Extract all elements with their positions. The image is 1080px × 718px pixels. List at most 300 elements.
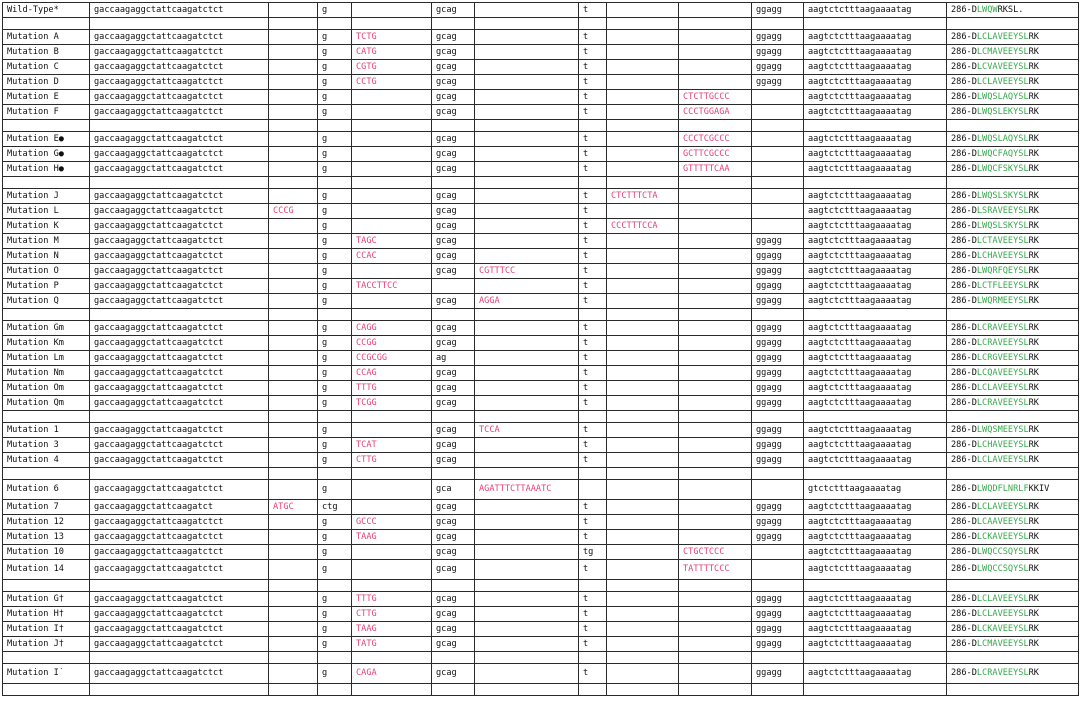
row-label: Mutation 3 (3, 438, 90, 453)
insert-1 (269, 279, 318, 294)
insert-5 (679, 480, 752, 500)
insert-5 (679, 336, 752, 351)
seq-ggagg (752, 480, 804, 500)
insert-3 (475, 336, 579, 351)
seq-gcag: gcag (432, 530, 475, 545)
insert-2: CATG (352, 45, 432, 60)
row-label: Mutation 12 (3, 515, 90, 530)
spacer-row (3, 468, 1079, 480)
row-label: Mutation K (3, 219, 90, 234)
protein-sequence (947, 664, 1079, 684)
spacer-cell (947, 652, 1079, 664)
spacer-cell (579, 580, 607, 592)
protein-prefix: 286-D (951, 484, 977, 495)
seq-ggagg: ggagg (752, 3, 804, 18)
seq-5prime: gaccaagaggctattcaagatctct (90, 249, 269, 264)
protein-mutated-region: LCRAVEEYSL (976, 337, 1029, 348)
protein-prefix: 286-D (951, 608, 977, 619)
insert-4: CTCTTTCTA (607, 189, 679, 204)
insert-3 (475, 530, 579, 545)
seq-ggagg: ggagg (752, 622, 804, 637)
spacer-cell (475, 309, 579, 321)
seq-5prime: gaccaagaggctattcaagatctct (90, 622, 269, 637)
insert-4 (607, 60, 679, 75)
seq-5prime: gaccaagaggctattcaagatctct (90, 105, 269, 120)
protein-mutated-region: LCTFLEEYSL (976, 280, 1029, 291)
row-label: Mutation I† (3, 622, 90, 637)
base-t: t (579, 189, 607, 204)
protein-prefix: 286-D (951, 668, 977, 679)
protein-prefix: 286-D (951, 190, 977, 201)
protein-suffix: RK (1028, 205, 1039, 216)
seq-5prime: gaccaagaggctattcaagatctct (90, 438, 269, 453)
protein-suffix: RK (1028, 546, 1039, 557)
insert-4 (607, 279, 679, 294)
seq-ggagg: ggagg (752, 515, 804, 530)
spacer-cell (352, 177, 432, 189)
base-t: t (579, 3, 607, 18)
insert-3 (475, 515, 579, 530)
seq-3prime: aagtctctttaagaaaatag (804, 45, 947, 60)
insert-4 (607, 592, 679, 607)
protein-mutated-region: LWQW (976, 4, 998, 15)
insert-4 (607, 234, 679, 249)
seq-5prime: gaccaagaggctattcaagatctct (90, 294, 269, 309)
protein-prefix: 286-D (951, 4, 977, 15)
seq-ggagg: ggagg (752, 279, 804, 294)
insert-5: CCCTCGCCC (679, 132, 752, 147)
seq-3prime: aagtctctttaagaaaatag (804, 105, 947, 120)
seq-3prime: aagtctctttaagaaaatag (804, 366, 947, 381)
protein-suffix: RK (1028, 439, 1039, 450)
seq-3prime: aagtctctttaagaaaatag (804, 3, 947, 18)
spacer-row (3, 580, 1079, 592)
base-t: t (579, 45, 607, 60)
protein-suffix: RK (1028, 531, 1039, 542)
spacer-cell (352, 652, 432, 664)
seq-gcag: gcag (432, 249, 475, 264)
row-label: Mutation E● (3, 132, 90, 147)
table-row (3, 294, 1079, 309)
base-t: t (579, 396, 607, 411)
protein-suffix: RK (1028, 133, 1039, 144)
insert-2: CCTG (352, 75, 432, 90)
spacer-cell (804, 120, 947, 132)
seq-3prime: aagtctctttaagaaaatag (804, 264, 947, 279)
seq-ggagg (752, 132, 804, 147)
spacer-cell (269, 18, 318, 30)
table-row (3, 500, 1079, 515)
protein-suffix: RK (1028, 337, 1039, 348)
insert-1 (269, 219, 318, 234)
seq-3prime: aagtctctttaagaaaatag (804, 622, 947, 637)
protein-prefix: 286-D (951, 220, 977, 231)
seq-gcag: gcag (432, 105, 475, 120)
row-label: Mutation H† (3, 607, 90, 622)
insert-4 (607, 105, 679, 120)
base-g: g (318, 607, 352, 622)
insert-4 (607, 90, 679, 105)
insert-1 (269, 75, 318, 90)
table-row (3, 249, 1079, 264)
insert-3 (475, 622, 579, 637)
protein-suffix: RK (1028, 163, 1039, 174)
seq-5prime: gaccaagaggctattcaagatctct (90, 545, 269, 560)
seq-5prime: gaccaagaggctattcaagatctct (90, 351, 269, 366)
protein-suffix: RK (1028, 352, 1039, 363)
spacer-cell (679, 309, 752, 321)
protein-sequence (947, 351, 1079, 366)
insert-4 (607, 30, 679, 45)
protein-sequence (947, 396, 1079, 411)
spacer-cell (804, 18, 947, 30)
seq-gcag: gcag (432, 336, 475, 351)
insert-3 (475, 381, 579, 396)
protein-suffix: RKSL. (997, 4, 1024, 15)
protein-sequence (947, 279, 1079, 294)
spacer-cell (318, 468, 352, 480)
seq-gcag: gcag (432, 75, 475, 90)
protein-suffix: RK (1028, 516, 1039, 527)
seq-gcag: gca (432, 480, 475, 500)
base-t: t (579, 366, 607, 381)
table-row (3, 162, 1079, 177)
seq-3prime: aagtctctttaagaaaatag (804, 336, 947, 351)
protein-suffix: RK (1028, 397, 1039, 408)
seq-3prime: aagtctctttaagaaaatag (804, 132, 947, 147)
insert-5 (679, 3, 752, 18)
table-row (3, 622, 1079, 637)
spacer-cell (90, 580, 269, 592)
insert-5 (679, 500, 752, 515)
seq-gcag: gcag (432, 453, 475, 468)
insert-4 (607, 147, 679, 162)
protein-mutated-region: LCRAVEEYSL (976, 668, 1029, 679)
base-t (579, 480, 607, 500)
spacer-cell (607, 411, 679, 423)
seq-5prime: gaccaagaggctattcaagatctct (90, 560, 269, 580)
spacer-cell (475, 411, 579, 423)
protein-sequence (947, 105, 1079, 120)
protein-suffix: RK (1028, 46, 1039, 57)
insert-5 (679, 453, 752, 468)
table-row (3, 515, 1079, 530)
table-row (3, 132, 1079, 147)
table-row (3, 75, 1079, 90)
seq-5prime: gaccaagaggctattcaagatctct (90, 637, 269, 652)
protein-prefix: 286-D (951, 531, 977, 542)
spacer-cell (607, 309, 679, 321)
protein-suffix: RK (1028, 593, 1039, 604)
base-g: g (318, 664, 352, 684)
insert-3 (475, 637, 579, 652)
seq-ggagg: ggagg (752, 607, 804, 622)
table-row (3, 366, 1079, 381)
protein-sequence (947, 607, 1079, 622)
spacer-cell (947, 120, 1079, 132)
spacer-cell (318, 411, 352, 423)
protein-sequence (947, 45, 1079, 60)
seq-5prime: gaccaagaggctattcaagatctct (90, 607, 269, 622)
row-label: Mutation J† (3, 637, 90, 652)
protein-suffix: RK (1028, 382, 1039, 393)
protein-mutated-region: LCLAVEEYSL (976, 76, 1029, 87)
spacer-cell (90, 684, 269, 696)
insert-3 (475, 560, 579, 580)
spacer-cell (352, 411, 432, 423)
base-g: g (318, 351, 352, 366)
row-label: Mutation Om (3, 381, 90, 396)
table-row (3, 105, 1079, 120)
row-label: Mutation L (3, 204, 90, 219)
seq-ggagg: ggagg (752, 294, 804, 309)
protein-prefix: 286-D (951, 91, 977, 102)
seq-5prime: gaccaagaggctattcaagatctct (90, 423, 269, 438)
seq-3prime: aagtctctttaagaaaatag (804, 219, 947, 234)
base-g: g (318, 321, 352, 336)
insert-1 (269, 45, 318, 60)
seq-5prime: gaccaagaggctattcaagatctct (90, 90, 269, 105)
protein-prefix: 286-D (951, 352, 977, 363)
base-t: t (579, 336, 607, 351)
protein-sequence (947, 189, 1079, 204)
base-g: g (318, 249, 352, 264)
insert-2 (352, 204, 432, 219)
insert-2: CCAC (352, 249, 432, 264)
table-row (3, 147, 1079, 162)
seq-5prime: gaccaagaggctattcaagatctct (90, 453, 269, 468)
base-t: t (579, 381, 607, 396)
insert-5: CCCTGGAGA (679, 105, 752, 120)
insert-2: TCTG (352, 30, 432, 45)
protein-prefix: 286-D (951, 205, 977, 216)
seq-gcag: gcag (432, 294, 475, 309)
insert-5 (679, 264, 752, 279)
table-row (3, 219, 1079, 234)
spacer-cell (432, 684, 475, 696)
row-label: Mutation Qm (3, 396, 90, 411)
row-label: Mutation C (3, 60, 90, 75)
insert-1 (269, 622, 318, 637)
base-g: g (318, 45, 352, 60)
spacer-cell (579, 18, 607, 30)
seq-3prime: aagtctctttaagaaaatag (804, 30, 947, 45)
protein-mutated-region: LCMAVEEYSL (976, 46, 1029, 57)
seq-ggagg: ggagg (752, 336, 804, 351)
spacer-cell (3, 684, 90, 696)
base-g: g (318, 204, 352, 219)
base-g: g (318, 515, 352, 530)
table-row (3, 321, 1079, 336)
seq-ggagg: ggagg (752, 438, 804, 453)
seq-gcag: gcag (432, 622, 475, 637)
seq-3prime: aagtctctttaagaaaatag (804, 147, 947, 162)
protein-sequence (947, 3, 1079, 18)
base-g: g (318, 75, 352, 90)
protein-prefix: 286-D (951, 76, 977, 87)
insert-4 (607, 3, 679, 18)
insert-2: CAGG (352, 321, 432, 336)
seq-ggagg (752, 189, 804, 204)
base-g: g (318, 336, 352, 351)
seq-3prime: aagtctctttaagaaaatag (804, 75, 947, 90)
spacer-row (3, 684, 1079, 696)
spacer-cell (679, 177, 752, 189)
insert-3 (475, 438, 579, 453)
insert-4 (607, 500, 679, 515)
spacer-cell (752, 652, 804, 664)
protein-suffix: RK (1028, 564, 1039, 575)
row-label: Mutation 14 (3, 560, 90, 580)
insert-5 (679, 438, 752, 453)
insert-2 (352, 264, 432, 279)
seq-ggagg (752, 147, 804, 162)
insert-4 (607, 321, 679, 336)
seq-ggagg: ggagg (752, 423, 804, 438)
base-g: g (318, 162, 352, 177)
insert-1 (269, 592, 318, 607)
spacer-cell (432, 177, 475, 189)
insert-2 (352, 3, 432, 18)
spacer-cell (475, 177, 579, 189)
spacer-cell (352, 18, 432, 30)
seq-3prime: aagtctctttaagaaaatag (804, 249, 947, 264)
insert-1 (269, 249, 318, 264)
insert-3 (475, 366, 579, 381)
seq-5prime: gaccaagaggctattcaagatctct (90, 664, 269, 684)
seq-3prime: aagtctctttaagaaaatag (804, 545, 947, 560)
protein-suffix: RK (1028, 31, 1039, 42)
insert-3 (475, 351, 579, 366)
seq-ggagg: ggagg (752, 351, 804, 366)
seq-ggagg: ggagg (752, 45, 804, 60)
insert-5 (679, 607, 752, 622)
insert-4 (607, 560, 679, 580)
seq-gcag: gcag (432, 423, 475, 438)
row-label: Mutation G† (3, 592, 90, 607)
insert-3 (475, 219, 579, 234)
row-label: Mutation H● (3, 162, 90, 177)
base-g: g (318, 530, 352, 545)
insert-5 (679, 249, 752, 264)
spacer-cell (3, 120, 90, 132)
seq-3prime: aagtctctttaagaaaatag (804, 453, 947, 468)
protein-mutated-region: LCLAVEEYSL (976, 454, 1029, 465)
insert-1 (269, 545, 318, 560)
insert-2: TCGG (352, 396, 432, 411)
row-label: Mutation B (3, 45, 90, 60)
insert-1 (269, 294, 318, 309)
spacer-cell (3, 309, 90, 321)
spacer-cell (475, 18, 579, 30)
seq-3prime: aagtctctttaagaaaatag (804, 664, 947, 684)
base-g: ctg (318, 500, 352, 515)
spacer-cell (432, 411, 475, 423)
seq-5prime: gaccaagaggctattcaagatctct (90, 45, 269, 60)
insert-3 (475, 90, 579, 105)
spacer-cell (318, 652, 352, 664)
seq-5prime: gaccaagaggctattcaagatctct (90, 75, 269, 90)
insert-2 (352, 545, 432, 560)
base-g: g (318, 219, 352, 234)
spacer-cell (804, 652, 947, 664)
base-t: t (579, 234, 607, 249)
table-row (3, 438, 1079, 453)
protein-mutated-region: LCKAVEEYSL (976, 531, 1029, 542)
protein-sequence (947, 90, 1079, 105)
spacer-cell (3, 411, 90, 423)
spacer-cell (318, 684, 352, 696)
seq-5prime: gaccaagaggctattcaagatctct (90, 366, 269, 381)
spacer-row (3, 652, 1079, 664)
spacer-cell (804, 309, 947, 321)
spacer-cell (318, 18, 352, 30)
protein-suffix: RK (1028, 424, 1039, 435)
seq-ggagg (752, 219, 804, 234)
insert-5 (679, 234, 752, 249)
protein-prefix: 286-D (951, 337, 977, 348)
spacer-cell (579, 468, 607, 480)
protein-prefix: 286-D (951, 265, 977, 276)
protein-sequence (947, 30, 1079, 45)
row-label: Mutation 1 (3, 423, 90, 438)
seq-gcag: gcag (432, 396, 475, 411)
seq-gcag: gcag (432, 45, 475, 60)
protein-mutated-region: LWQCCSQYSL (976, 564, 1029, 575)
seq-5prime: gaccaagaggctattcaagatctct (90, 147, 269, 162)
spacer-cell (432, 120, 475, 132)
insert-1 (269, 515, 318, 530)
protein-sequence (947, 530, 1079, 545)
spacer-cell (475, 468, 579, 480)
spacer-cell (607, 468, 679, 480)
row-label: Mutation Gm (3, 321, 90, 336)
seq-3prime: aagtctctttaagaaaatag (804, 189, 947, 204)
insert-2 (352, 147, 432, 162)
spacer-row (3, 18, 1079, 30)
insert-1 (269, 189, 318, 204)
seq-ggagg: ggagg (752, 637, 804, 652)
base-g: g (318, 279, 352, 294)
spacer-cell (947, 411, 1079, 423)
table-row (3, 189, 1079, 204)
insert-2 (352, 423, 432, 438)
insert-3 (475, 105, 579, 120)
protein-mutated-region: LWQSLSKYSL (976, 190, 1029, 201)
seq-gcag: gcag (432, 637, 475, 652)
insert-5 (679, 351, 752, 366)
seq-gcag: gcag (432, 132, 475, 147)
insert-5 (679, 294, 752, 309)
seq-gcag: gcag (432, 607, 475, 622)
base-g: g (318, 622, 352, 637)
insert-2: TAGC (352, 234, 432, 249)
protein-mutated-region: LCVAVEEYSL (976, 61, 1029, 72)
protein-suffix: RK (1028, 623, 1039, 634)
spacer-cell (475, 580, 579, 592)
insert-4 (607, 45, 679, 60)
seq-5prime: gaccaagaggctattcaagatctct (90, 321, 269, 336)
seq-3prime: aagtctctttaagaaaatag (804, 90, 947, 105)
insert-1 (269, 336, 318, 351)
protein-sequence (947, 162, 1079, 177)
base-t: t (579, 162, 607, 177)
base-t: t (579, 321, 607, 336)
protein-suffix: RK (1028, 190, 1039, 201)
base-t: t (579, 622, 607, 637)
protein-sequence (947, 219, 1079, 234)
insert-1 (269, 264, 318, 279)
